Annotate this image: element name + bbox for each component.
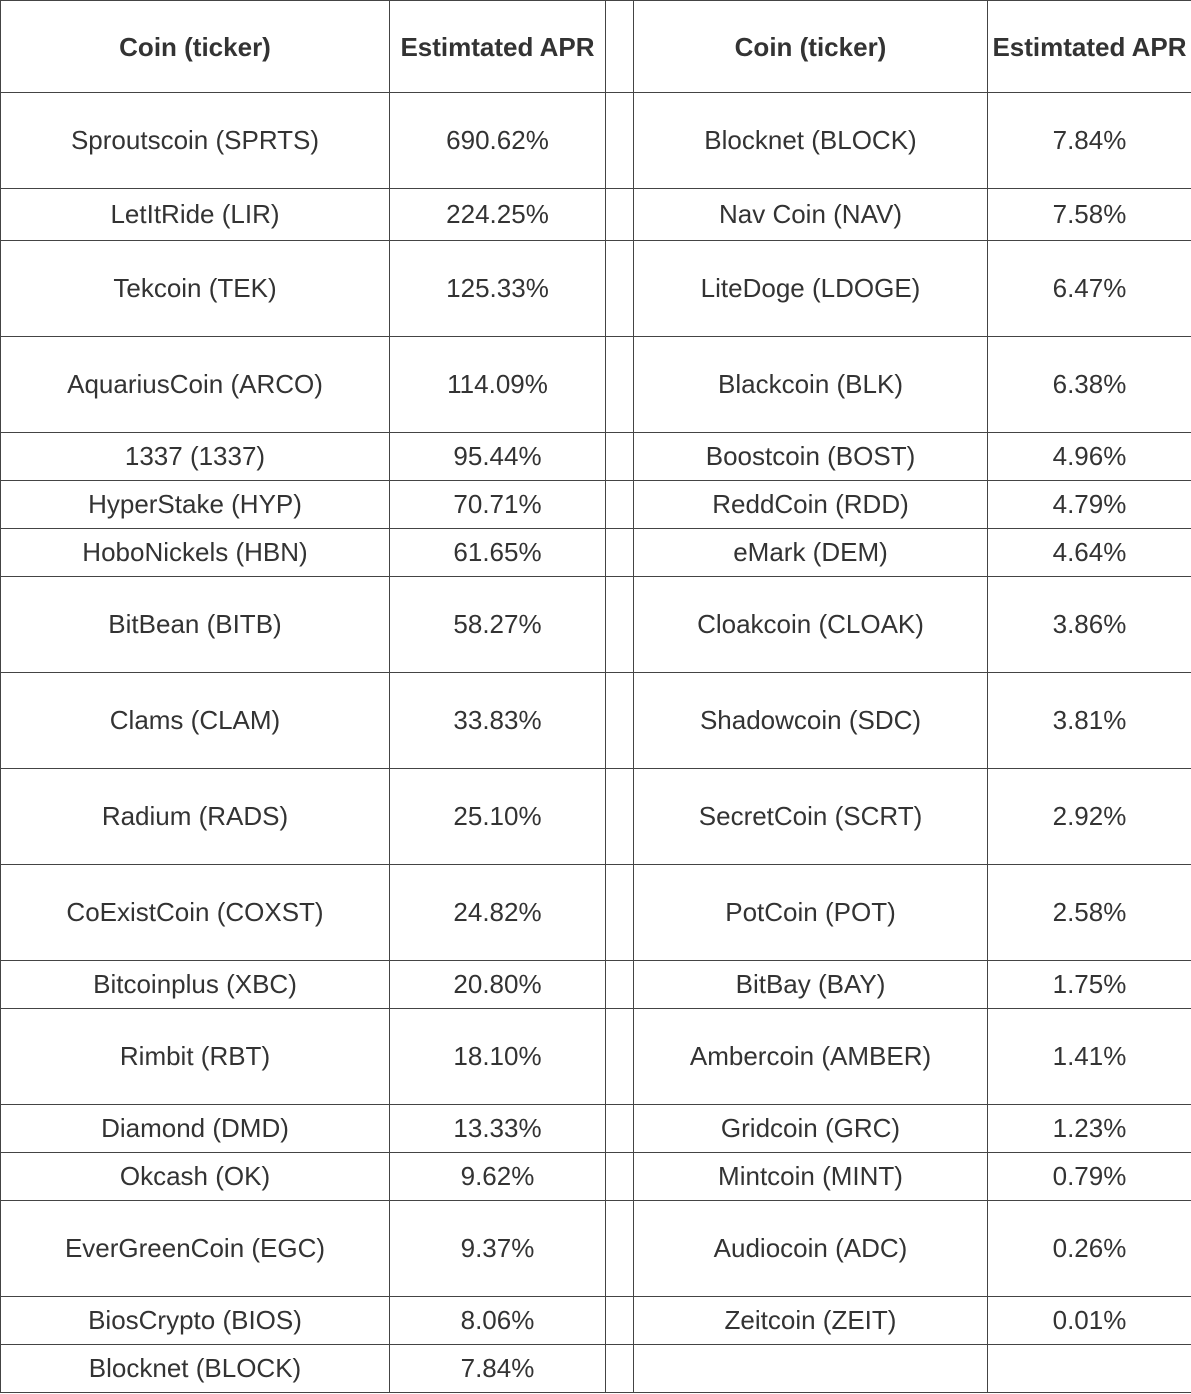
coin-right-cell: Zeitcoin (ZEIT) — [634, 1297, 988, 1345]
column-gap — [606, 1297, 634, 1345]
apr-right-cell: 0.01% — [988, 1297, 1191, 1345]
coin-right-cell: Blackcoin (BLK) — [634, 337, 988, 433]
column-gap — [606, 189, 634, 241]
coin-right-cell: Shadowcoin (SDC) — [634, 673, 988, 769]
column-gap — [606, 529, 634, 577]
table-row — [1, 241, 1191, 337]
table-row — [1, 481, 1191, 529]
coin-right-cell: LiteDoge (LDOGE) — [634, 241, 988, 337]
column-gap — [606, 337, 634, 433]
table-row — [1, 673, 1191, 769]
apr-left-cell: 61.65% — [390, 529, 606, 577]
coin-left-cell: Okcash (OK) — [1, 1153, 390, 1201]
apr-left-cell: 9.37% — [390, 1201, 606, 1297]
apr-right-cell: 4.96% — [988, 433, 1191, 481]
coin-left-cell: Diamond (DMD) — [1, 1105, 390, 1153]
apr-left-cell: 224.25% — [390, 189, 606, 241]
apr-right-cell: 3.86% — [988, 577, 1191, 673]
apr-right-cell: 1.41% — [988, 1009, 1191, 1105]
apr-right-cell: 1.75% — [988, 961, 1191, 1009]
column-gap — [606, 1153, 634, 1201]
apr-left-cell: 9.62% — [390, 1153, 606, 1201]
table-row — [1, 1153, 1191, 1201]
apr-right-cell — [988, 1345, 1191, 1393]
coin-left-cell: HyperStake (HYP) — [1, 481, 390, 529]
apr-right-cell: 4.64% — [988, 529, 1191, 577]
column-gap — [606, 1105, 634, 1153]
coin-left-cell: AquariusCoin (ARCO) — [1, 337, 390, 433]
header-coin-left: Coin (ticker) — [1, 1, 390, 93]
apr-left-cell: 25.10% — [390, 769, 606, 865]
apr-left-cell: 13.33% — [390, 1105, 606, 1153]
apr-left-cell: 70.71% — [390, 481, 606, 529]
table-row — [1, 577, 1191, 673]
coin-right-cell: Boostcoin (BOST) — [634, 433, 988, 481]
coin-right-cell: PotCoin (POT) — [634, 865, 988, 961]
coin-left-cell: EverGreenCoin (EGC) — [1, 1201, 390, 1297]
column-gap — [606, 769, 634, 865]
apr-right-cell: 1.23% — [988, 1105, 1191, 1153]
coin-left-cell: Radium (RADS) — [1, 769, 390, 865]
table-row — [1, 189, 1191, 241]
table-row — [1, 93, 1191, 189]
apr-right-cell: 7.84% — [988, 93, 1191, 189]
coin-right-cell: Ambercoin (AMBER) — [634, 1009, 988, 1105]
column-gap — [606, 433, 634, 481]
column-gap — [606, 241, 634, 337]
apr-right-cell: 2.58% — [988, 865, 1191, 961]
apr-left-cell: 95.44% — [390, 433, 606, 481]
column-gap — [606, 673, 634, 769]
coin-left-cell: 1337 (1337) — [1, 433, 390, 481]
coin-left-cell: Tekcoin (TEK) — [1, 241, 390, 337]
table-row — [1, 433, 1191, 481]
coin-right-cell: ReddCoin (RDD) — [634, 481, 988, 529]
apr-right-cell: 4.79% — [988, 481, 1191, 529]
coin-right-cell: Blocknet (BLOCK) — [634, 93, 988, 189]
table-row — [1, 865, 1191, 961]
table-row — [1, 529, 1191, 577]
apr-right-cell: 6.47% — [988, 241, 1191, 337]
coin-right-cell: SecretCoin (SCRT) — [634, 769, 988, 865]
table-row — [1, 769, 1191, 865]
coin-left-cell: HoboNickels (HBN) — [1, 529, 390, 577]
apr-left-cell: 690.62% — [390, 93, 606, 189]
coin-left-cell: BiosCrypto (BIOS) — [1, 1297, 390, 1345]
apr-right-cell: 0.79% — [988, 1153, 1191, 1201]
coin-left-cell: CoExistCoin (COXST) — [1, 865, 390, 961]
column-gap — [606, 1009, 634, 1105]
apr-left-cell: 114.09% — [390, 337, 606, 433]
apr-right-cell: 0.26% — [988, 1201, 1191, 1297]
column-gap — [606, 1345, 634, 1393]
table-row — [1, 1009, 1191, 1105]
header-apr-right: Estimtated APR — [988, 1, 1191, 93]
header-apr-left: Estimtated APR — [390, 1, 606, 93]
table-row — [1, 1345, 1191, 1393]
coin-left-cell: Blocknet (BLOCK) — [1, 1345, 390, 1393]
apr-left-cell: 24.82% — [390, 865, 606, 961]
coin-left-cell: LetItRide (LIR) — [1, 189, 390, 241]
apr-right-cell: 7.58% — [988, 189, 1191, 241]
coin-right-cell: Cloakcoin (CLOAK) — [634, 577, 988, 673]
apr-left-cell: 33.83% — [390, 673, 606, 769]
apr-left-cell: 8.06% — [390, 1297, 606, 1345]
apr-right-cell: 2.92% — [988, 769, 1191, 865]
column-gap — [606, 93, 634, 189]
table-row — [1, 961, 1191, 1009]
coin-right-cell: Nav Coin (NAV) — [634, 189, 988, 241]
column-gap — [606, 1, 634, 93]
coin-right-cell: Audiocoin (ADC) — [634, 1201, 988, 1297]
coin-right-cell: BitBay (BAY) — [634, 961, 988, 1009]
coin-left-cell: BitBean (BITB) — [1, 577, 390, 673]
coin-right-cell: Mintcoin (MINT) — [634, 1153, 988, 1201]
header-coin-right: Coin (ticker) — [634, 1, 988, 93]
coin-left-cell: Sproutscoin (SPRTS) — [1, 93, 390, 189]
coin-right-cell: Gridcoin (GRC) — [634, 1105, 988, 1153]
column-gap — [606, 481, 634, 529]
column-gap — [606, 1201, 634, 1297]
column-gap — [606, 865, 634, 961]
apr-left-cell: 125.33% — [390, 241, 606, 337]
apr-left-cell: 58.27% — [390, 577, 606, 673]
table-row — [1, 1297, 1191, 1345]
table-row — [1, 1201, 1191, 1297]
coin-left-cell: Rimbit (RBT) — [1, 1009, 390, 1105]
apr-left-cell: 20.80% — [390, 961, 606, 1009]
table-row — [1, 337, 1191, 433]
table-row — [1, 1105, 1191, 1153]
apr-right-cell: 3.81% — [988, 673, 1191, 769]
column-gap — [606, 961, 634, 1009]
coin-right-cell — [634, 1345, 988, 1393]
column-gap — [606, 577, 634, 673]
header-row — [1, 1, 1191, 93]
coin-right-cell: eMark (DEM) — [634, 529, 988, 577]
coin-left-cell: Clams (CLAM) — [1, 673, 390, 769]
apr-left-cell: 18.10% — [390, 1009, 606, 1105]
apr-left-cell: 7.84% — [390, 1345, 606, 1393]
coin-left-cell: Bitcoinplus (XBC) — [1, 961, 390, 1009]
apr-right-cell: 6.38% — [988, 337, 1191, 433]
